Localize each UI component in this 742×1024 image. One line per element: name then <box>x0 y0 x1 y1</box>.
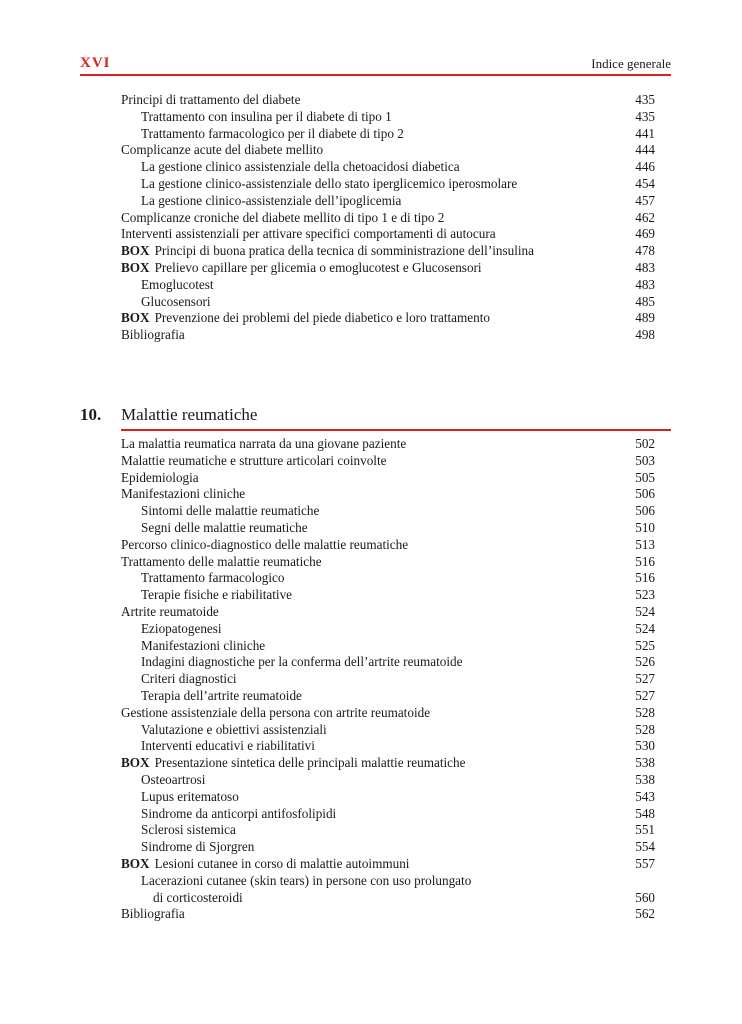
toc-entry-text <box>121 310 490 325</box>
toc-entry-title: Prevenzione dei problemi del piede diabetico e loro trattamento <box>154 310 491 326</box>
toc-entry-text <box>121 210 444 225</box>
toc-entry-text <box>121 470 199 485</box>
toc-entry-text <box>121 806 336 821</box>
toc-entry <box>121 503 655 520</box>
toc-entry <box>121 537 655 554</box>
toc-entry <box>121 806 655 823</box>
toc-entry <box>121 856 655 873</box>
toc-entry-text <box>121 92 300 107</box>
toc-entry-page: 527 <box>635 687 655 703</box>
toc-entry-title: Manifestazioni cliniche <box>121 486 246 502</box>
toc-entry <box>121 142 655 159</box>
toc-entry-text <box>121 604 219 619</box>
toc-entry-text <box>121 436 406 451</box>
toc-entry-title-cont: di corticosteroidi <box>153 889 243 905</box>
toc-entry <box>121 453 655 470</box>
toc-entry-title: Principi di buona pratica della tecnica di somministrazione dell’insulina <box>154 243 534 259</box>
toc-entry-text <box>121 554 322 569</box>
toc-entry-title: Sindrome da anticorpi antifosfolipidi <box>141 805 337 821</box>
toc-entry-text <box>121 243 534 258</box>
toc-entry-title: Glucosensori <box>141 293 211 309</box>
toc-entry-page: 557 <box>635 855 655 871</box>
toc-entry-title: Manifestazioni cliniche <box>141 637 266 653</box>
toc-entry <box>121 671 655 688</box>
toc-entry-title: Bibliografia <box>121 327 185 343</box>
toc-entry-title: Trattamento farmacologico <box>141 570 285 586</box>
toc-entry-page: 525 <box>635 637 655 653</box>
toc-entry-title: Epidemiologia <box>121 469 199 485</box>
toc-entry-text <box>121 705 430 720</box>
toc-entry <box>121 638 655 655</box>
toc-entry-title: La gestione clinico-assistenziale dell’ipoglicemia <box>141 192 402 208</box>
toc-entry-text <box>121 755 465 770</box>
toc-entry <box>121 587 655 604</box>
toc-entry <box>121 604 655 621</box>
toc-entry-text <box>121 277 214 292</box>
toc-entry <box>121 327 655 344</box>
toc-entry <box>121 243 655 260</box>
toc-entry-text <box>121 722 327 737</box>
toc-entry-title: Terapie fisiche e riabilitative <box>141 587 293 603</box>
toc-entry-page: 551 <box>635 822 655 838</box>
toc-entry <box>121 277 655 294</box>
toc-entry <box>121 436 655 453</box>
chapter-rule <box>121 429 671 431</box>
toc-entry-page: 510 <box>635 519 655 535</box>
toc-entry <box>121 210 655 227</box>
toc-list-chapter <box>121 436 655 923</box>
toc-entry-text <box>121 126 404 141</box>
toc-entry-title: La gestione clinico-assistenziale dello stato iperglicemico iperosmolare <box>141 175 518 191</box>
box-label: BOX <box>121 243 150 259</box>
toc-entry-title: Criteri diagnostici <box>141 671 237 687</box>
toc-entry-page: 513 <box>635 536 655 552</box>
toc-entry-title: Eziopatogenesi <box>141 620 222 636</box>
toc-entry <box>121 822 655 839</box>
toc-entry-continuation <box>121 890 655 907</box>
toc-entry <box>121 722 655 739</box>
running-header <box>80 55 671 73</box>
toc-entry-text <box>121 327 185 342</box>
toc-entry-title: Trattamento con insulina per il diabete di tipo 1 <box>141 108 392 124</box>
toc-entry-text <box>121 587 292 602</box>
toc-entry-page: 454 <box>635 175 655 191</box>
toc-entry-page: 505 <box>635 469 655 485</box>
toc-entry-title: Principi di trattamento del diabete <box>121 92 301 107</box>
toc-entry <box>121 621 655 638</box>
toc-entry-title: Lupus eritematoso <box>141 788 239 804</box>
toc-entry-page: 469 <box>635 226 655 242</box>
box-label: BOX <box>121 310 150 326</box>
toc-entry-text <box>121 294 211 309</box>
toc-entry <box>121 738 655 755</box>
toc-entry-text <box>121 260 482 275</box>
toc-entry <box>121 193 655 210</box>
toc-entry-page: 528 <box>635 704 655 720</box>
toc-entry <box>121 470 655 487</box>
toc-entry-text <box>121 159 460 174</box>
toc-entry-title: Emoglucotest <box>141 276 214 292</box>
toc-entry-page: 524 <box>635 620 655 636</box>
toc-entry-text <box>121 839 254 854</box>
page-number: XVI <box>80 55 111 71</box>
toc-entry-text <box>121 789 239 804</box>
toc-entry-text <box>121 537 408 552</box>
toc-entry-page: 506 <box>635 486 655 502</box>
toc-entry-text <box>121 822 236 837</box>
toc-entry-page: 524 <box>635 603 655 619</box>
toc-entry <box>121 772 655 789</box>
toc-entry-text <box>121 906 185 921</box>
chapter-heading <box>80 403 671 429</box>
toc-entry-page: 530 <box>635 738 655 754</box>
toc-entry-text <box>121 226 496 241</box>
toc-entry-page: 548 <box>635 805 655 821</box>
toc-entry <box>121 839 655 856</box>
toc-entry <box>121 520 655 537</box>
toc-entry-title: Valutazione e obiettivi assistenziali <box>141 721 327 737</box>
toc-entry-text <box>121 638 265 653</box>
toc-entry-title: Gestione assistenziale della persona con artrite reumatoide <box>121 704 431 720</box>
toc-entry-title: La gestione clinico assistenziale della chetoacidosi diabetica <box>141 159 460 175</box>
toc-entry-title: Trattamento delle malattie reumatiche <box>121 553 322 569</box>
toc-entry <box>121 554 655 571</box>
toc-entry-title: Segni delle malattie reumatiche <box>141 519 308 535</box>
toc-entry-text <box>121 176 517 191</box>
toc-entry-title: Terapia dell’artrite reumatoide <box>141 687 302 703</box>
toc-entry-page: 506 <box>635 503 655 519</box>
toc-entry-page: 516 <box>635 570 655 586</box>
toc-entry-page: 498 <box>635 327 655 343</box>
toc-entry-page: 554 <box>635 839 655 855</box>
toc-entry <box>121 310 655 327</box>
toc-entry-title: Presentazione sintetica delle principali malattie reumatiche <box>154 755 466 771</box>
toc-entry-title: Artrite reumatoide <box>121 603 219 619</box>
toc-entry <box>121 294 655 311</box>
toc-entry-page: 457 <box>635 192 655 208</box>
toc-entry-text <box>121 503 319 518</box>
toc-entry-page: 489 <box>635 310 655 326</box>
toc-entry-page: 523 <box>635 587 655 603</box>
toc-entry-text <box>121 109 392 124</box>
toc-entry-title: Sclerosi sistemica <box>141 822 236 838</box>
toc-entry-text <box>121 142 323 157</box>
toc-entry <box>121 109 655 126</box>
running-title: Indice generale <box>591 56 671 71</box>
toc-entry-title: Trattamento farmacologico per il diabete di tipo 2 <box>141 125 404 141</box>
toc-entry-text <box>121 621 222 636</box>
box-label: BOX <box>121 755 150 771</box>
toc-entry-page: 560 <box>635 889 655 905</box>
toc-entry <box>121 486 655 503</box>
toc-list-top <box>121 92 655 344</box>
toc-entry-page: 528 <box>635 721 655 737</box>
toc-entry-text <box>121 570 284 585</box>
toc-entry-text <box>121 688 302 703</box>
toc-entry-title: Lacerazioni cutanee (skin tears) in persone con uso prolungato <box>141 872 472 888</box>
toc-entry-page: 527 <box>635 671 655 687</box>
toc-entry-page: 543 <box>635 788 655 804</box>
toc-entry-page: 503 <box>635 452 655 468</box>
toc-entry-text <box>121 520 308 535</box>
toc-entry-text <box>121 654 463 669</box>
chapter-title: Malattie reumatiche <box>121 405 258 424</box>
toc-entry-page: 435 <box>635 92 655 107</box>
toc-entry-text <box>121 193 401 208</box>
toc-entry-title: Osteoartrosi <box>141 771 206 787</box>
toc-entry <box>121 159 655 176</box>
toc-entry-title: Prelievo capillare per glicemia o emoglucotest e Glucosensori <box>154 259 482 275</box>
toc-entry-page: 444 <box>635 142 655 158</box>
box-label: BOX <box>121 855 150 871</box>
toc-entry-title: La malattia reumatica narrata da una giovane paziente <box>121 436 407 451</box>
toc-entry-title: Interventi educativi e riabilitativi <box>141 738 315 754</box>
toc-entry <box>121 906 655 923</box>
toc-entry-title: Lesioni cutanee in corso di malattie autoimmuni <box>154 855 410 871</box>
toc-entry-text <box>121 856 409 871</box>
toc-entry-page: 435 <box>635 108 655 124</box>
toc-entry <box>121 226 655 243</box>
toc-entry-page: 485 <box>635 293 655 309</box>
toc-entry-page: 462 <box>635 209 655 225</box>
toc-entry-title: Malattie reumatiche e strutture articolari coinvolte <box>121 452 387 468</box>
toc-entry-title: Interventi assistenziali per attivare specifici comportamenti di autocura <box>121 226 496 242</box>
toc-entry-title: Sindrome di Sjorgren <box>141 839 255 855</box>
toc-entry-page: 526 <box>635 654 655 670</box>
toc-entry <box>121 789 655 806</box>
header-rule <box>80 74 671 76</box>
toc-entry-page: 478 <box>635 243 655 259</box>
toc-entry-page: 446 <box>635 159 655 175</box>
toc-entry-text <box>121 486 245 501</box>
toc-entry <box>121 873 655 890</box>
toc-entry <box>121 570 655 587</box>
toc-entry-text <box>121 738 315 753</box>
toc-entry-title: Bibliografia <box>121 906 185 922</box>
toc-entry <box>121 92 655 109</box>
toc-entry-title: Complicanze acute del diabete mellito <box>121 142 324 158</box>
chapter-number: 10. <box>80 405 102 424</box>
toc-entry-page: 483 <box>635 276 655 292</box>
toc-entry <box>121 705 655 722</box>
toc-entry-title: Indagini diagnostiche per la conferma dell’artrite reumatoide <box>141 654 463 670</box>
toc-entry-text <box>121 453 386 468</box>
toc-entry-title: Percorso clinico-diagnostico delle malattie reumatiche <box>121 536 409 552</box>
toc-entry-title: Sintomi delle malattie reumatiche <box>141 503 320 519</box>
toc-entry <box>121 755 655 772</box>
toc-entry <box>121 654 655 671</box>
toc-entry-page: 562 <box>635 906 655 922</box>
toc-entry <box>121 688 655 705</box>
toc-entry-page: 502 <box>635 436 655 451</box>
toc-entry <box>121 126 655 143</box>
toc-entry-text <box>121 671 237 686</box>
box-label: BOX <box>121 259 150 275</box>
toc-entry-page: 441 <box>635 125 655 141</box>
toc-entry <box>121 176 655 193</box>
toc-entry-page: 516 <box>635 553 655 569</box>
toc-entry <box>121 260 655 277</box>
toc-entry-text <box>121 772 205 787</box>
toc-entry-page: 483 <box>635 259 655 275</box>
toc-entry-title: Complicanze croniche del diabete mellito di tipo 1 e di tipo 2 <box>121 209 445 225</box>
toc-entry-page: 538 <box>635 771 655 787</box>
toc-entry-page: 538 <box>635 755 655 771</box>
